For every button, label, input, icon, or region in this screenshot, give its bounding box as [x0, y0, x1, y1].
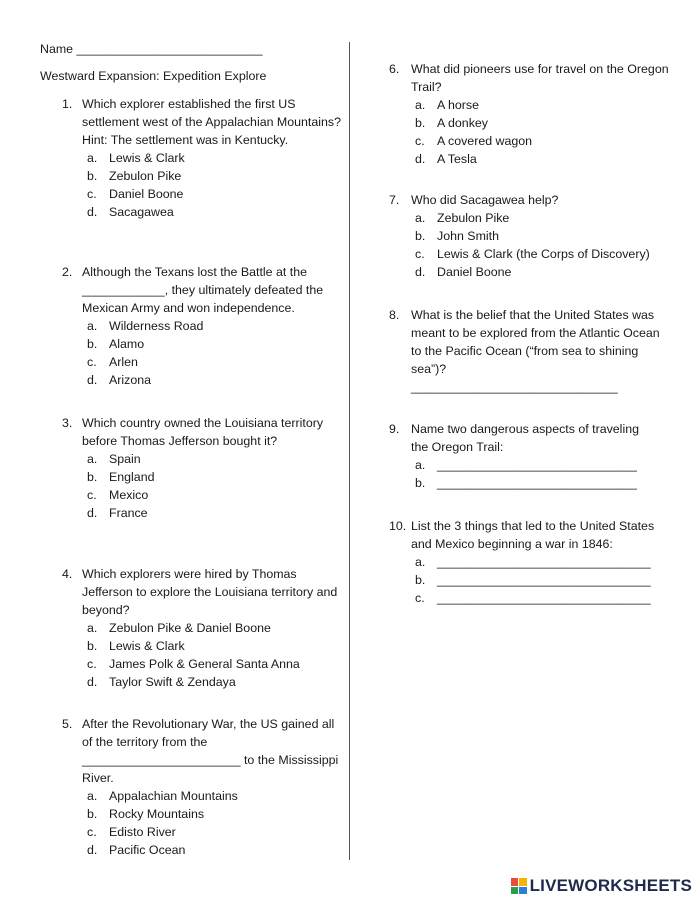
option-letter: d. — [415, 265, 426, 279]
question-number: 6. — [389, 62, 400, 76]
option-text: A horse — [437, 98, 480, 112]
question-stem: List the 3 things that led to the United States and Mexico beginning a war in 1846: — [411, 519, 655, 551]
option-letter: c. — [415, 591, 425, 605]
option-b[interactable] — [87, 335, 342, 353]
option-letter: a. — [415, 211, 426, 225]
fill-in-blank[interactable]: ____________ — [82, 283, 165, 297]
column-divider — [349, 42, 350, 860]
question-number: 7. — [389, 193, 400, 207]
option-letter: b. — [87, 169, 98, 183]
option-text: Daniel Boone — [437, 265, 512, 279]
worksheet-title: Westward Expansion: Expedition Explore — [40, 69, 267, 83]
question-8 — [389, 306, 664, 396]
option-d[interactable] — [415, 263, 689, 281]
name-field[interactable] — [40, 42, 263, 56]
stem-text: After the Revolutionary War, the US gained all of the territory from the — [82, 717, 335, 749]
option-letter: c. — [415, 247, 425, 261]
logo-mark-icon — [511, 878, 527, 894]
option-text: Lewis & Clark — [109, 639, 185, 653]
liveworksheets-logo[interactable] — [511, 876, 692, 896]
option-b[interactable] — [87, 805, 342, 823]
question-stem: What is the belief that the United States was meant to be explored from the Atlantic Ocean to the Pacific Ocean (“from sea to shining sea”)? — [411, 308, 660, 376]
option-letter: c. — [415, 134, 425, 148]
option-letter: d. — [87, 843, 98, 857]
option-b[interactable] — [87, 468, 342, 486]
option-text: Taylor Swift & Zendaya — [109, 675, 236, 689]
question-number: 5. — [62, 717, 73, 731]
question-2 — [62, 263, 342, 389]
stem-text: Although the Texans lost the Battle at the — [82, 265, 308, 279]
answer-blank[interactable]: _____________________________ — [437, 458, 637, 472]
option-text: Spain — [109, 452, 141, 466]
question-number: 2. — [62, 265, 73, 279]
option-letter: a. — [87, 319, 98, 333]
option-text: Sacagawea — [109, 205, 174, 219]
option-letter: b. — [415, 573, 426, 587]
answer-b[interactable] — [415, 571, 669, 589]
option-letter: a. — [415, 458, 426, 472]
question-stem: Which country owned the Louisiana territory before Thomas Jefferson bought it? — [82, 416, 324, 448]
option-b[interactable] — [87, 637, 342, 655]
option-letter: d. — [415, 152, 426, 166]
option-letter: a. — [87, 789, 98, 803]
fill-in-blank[interactable]: _______________________ — [82, 753, 241, 767]
question-1 — [62, 95, 342, 221]
answer-blank[interactable]: _______________________________ — [437, 591, 651, 605]
option-c[interactable] — [87, 185, 342, 203]
option-text: Zebulon Pike — [437, 211, 510, 225]
question-number: 4. — [62, 567, 73, 581]
question-number: 1. — [62, 97, 73, 111]
option-b[interactable] — [415, 114, 679, 132]
question-stem: What did pioneers use for travel on the Oregon Trail? — [411, 62, 669, 94]
option-text: Edisto River — [109, 825, 176, 839]
option-a[interactable] — [87, 787, 342, 805]
name-blank[interactable]: ___________________________ — [76, 42, 263, 56]
option-letter: d. — [87, 675, 98, 689]
option-text: England — [109, 470, 155, 484]
option-letter: d. — [87, 373, 98, 387]
question-6 — [389, 60, 679, 168]
option-text: Appalachian Mountains — [109, 789, 238, 803]
question-stem: Which explorers were hired by Thomas Jefferson to explore the Louisiana territory and beyond? — [82, 567, 338, 617]
option-d[interactable] — [415, 150, 679, 168]
option-d[interactable] — [87, 504, 342, 522]
option-text: A donkey — [437, 116, 488, 130]
option-b[interactable] — [415, 227, 689, 245]
question-stem: Who did Sacagawea help? — [411, 193, 559, 207]
option-a[interactable] — [415, 209, 689, 227]
option-letter: d. — [87, 506, 98, 520]
answer-blank[interactable]: ______________________________ — [411, 380, 618, 394]
question-stem: Which explorer established the first US settlement west of the Appalachian Mountains? Hint: The settlement was in Kentucky. — [82, 97, 341, 147]
option-text: Rocky Mountains — [109, 807, 205, 821]
answer-a[interactable] — [415, 456, 649, 474]
option-c[interactable] — [415, 132, 679, 150]
question-10 — [389, 517, 669, 607]
answer-blank[interactable]: _______________________________ — [437, 555, 651, 569]
option-text: Mexico — [109, 488, 149, 502]
stem-text: , they ultimately defeated the Mexican Army and won independence. — [82, 283, 324, 315]
question-3 — [62, 414, 342, 522]
option-text: Lewis & Clark — [109, 151, 185, 165]
question-7 — [389, 191, 689, 281]
question-number: 9. — [389, 422, 400, 436]
option-letter: a. — [87, 151, 98, 165]
option-letter: a. — [87, 621, 98, 635]
option-c[interactable] — [87, 353, 342, 371]
option-d[interactable] — [87, 841, 342, 859]
option-letter: c. — [87, 187, 97, 201]
option-letter: b. — [87, 807, 98, 821]
option-text: France — [109, 506, 148, 520]
option-letter: b. — [415, 476, 426, 490]
option-letter: c. — [87, 825, 97, 839]
answer-blank[interactable]: _____________________________ — [437, 476, 637, 490]
option-a[interactable] — [87, 317, 342, 335]
option-a[interactable] — [415, 96, 679, 114]
option-text: Pacific Ocean — [109, 843, 186, 857]
option-a[interactable] — [87, 149, 342, 167]
option-c[interactable] — [87, 486, 342, 504]
option-d[interactable] — [87, 371, 342, 389]
option-letter: a. — [415, 98, 426, 112]
answer-a[interactable] — [415, 553, 669, 571]
option-text: John Smith — [437, 229, 499, 243]
option-letter: c. — [87, 657, 97, 671]
option-text: A covered wagon — [437, 134, 533, 148]
option-c[interactable] — [87, 655, 342, 673]
option-letter: b. — [415, 229, 426, 243]
name-label: Name — [40, 42, 74, 56]
option-d[interactable] — [87, 673, 342, 691]
question-9 — [389, 420, 649, 492]
option-text: Lewis & Clark (the Corps of Discovery) — [437, 247, 650, 261]
option-letter: b. — [87, 639, 98, 653]
option-text: Zebulon Pike & Daniel Boone — [109, 621, 271, 635]
question-number: 3. — [62, 416, 73, 430]
option-letter: d. — [87, 205, 98, 219]
option-text: Wilderness Road — [109, 319, 204, 333]
option-text: Alamo — [109, 337, 145, 351]
option-text: A Tesla — [437, 152, 477, 166]
option-text: Daniel Boone — [109, 187, 184, 201]
option-text: Zebulon Pike — [109, 169, 182, 183]
option-a[interactable] — [87, 619, 342, 637]
answer-blank[interactable]: _______________________________ — [437, 573, 651, 587]
answer-b[interactable] — [415, 474, 649, 492]
question-number: 10. — [389, 519, 407, 533]
option-a[interactable] — [87, 450, 342, 468]
question-number: 8. — [389, 308, 400, 322]
answer-c[interactable] — [415, 589, 669, 607]
question-stem — [82, 715, 342, 787]
stem-text: to the Mississippi River. — [82, 753, 339, 785]
logo-text: LIVEWORKSHEETS — [529, 876, 692, 895]
option-letter: b. — [415, 116, 426, 130]
question-stem: Name two dangerous aspects of traveling the Oregon Trail: — [411, 422, 639, 454]
question-5 — [62, 715, 342, 859]
option-text: James Polk & General Santa Anna — [109, 657, 300, 671]
option-text: Arizona — [109, 373, 152, 387]
option-letter: b. — [87, 470, 98, 484]
option-b[interactable] — [87, 167, 342, 185]
option-letter: a. — [415, 555, 426, 569]
option-letter: a. — [87, 452, 98, 466]
option-letter: b. — [87, 337, 98, 351]
option-c[interactable] — [87, 823, 342, 841]
question-stem — [82, 263, 342, 317]
option-letter: c. — [87, 488, 97, 502]
option-text: Arlen — [109, 355, 138, 369]
option-c[interactable] — [415, 245, 689, 263]
option-letter: c. — [87, 355, 97, 369]
option-d[interactable] — [87, 203, 342, 221]
question-4 — [62, 565, 342, 691]
